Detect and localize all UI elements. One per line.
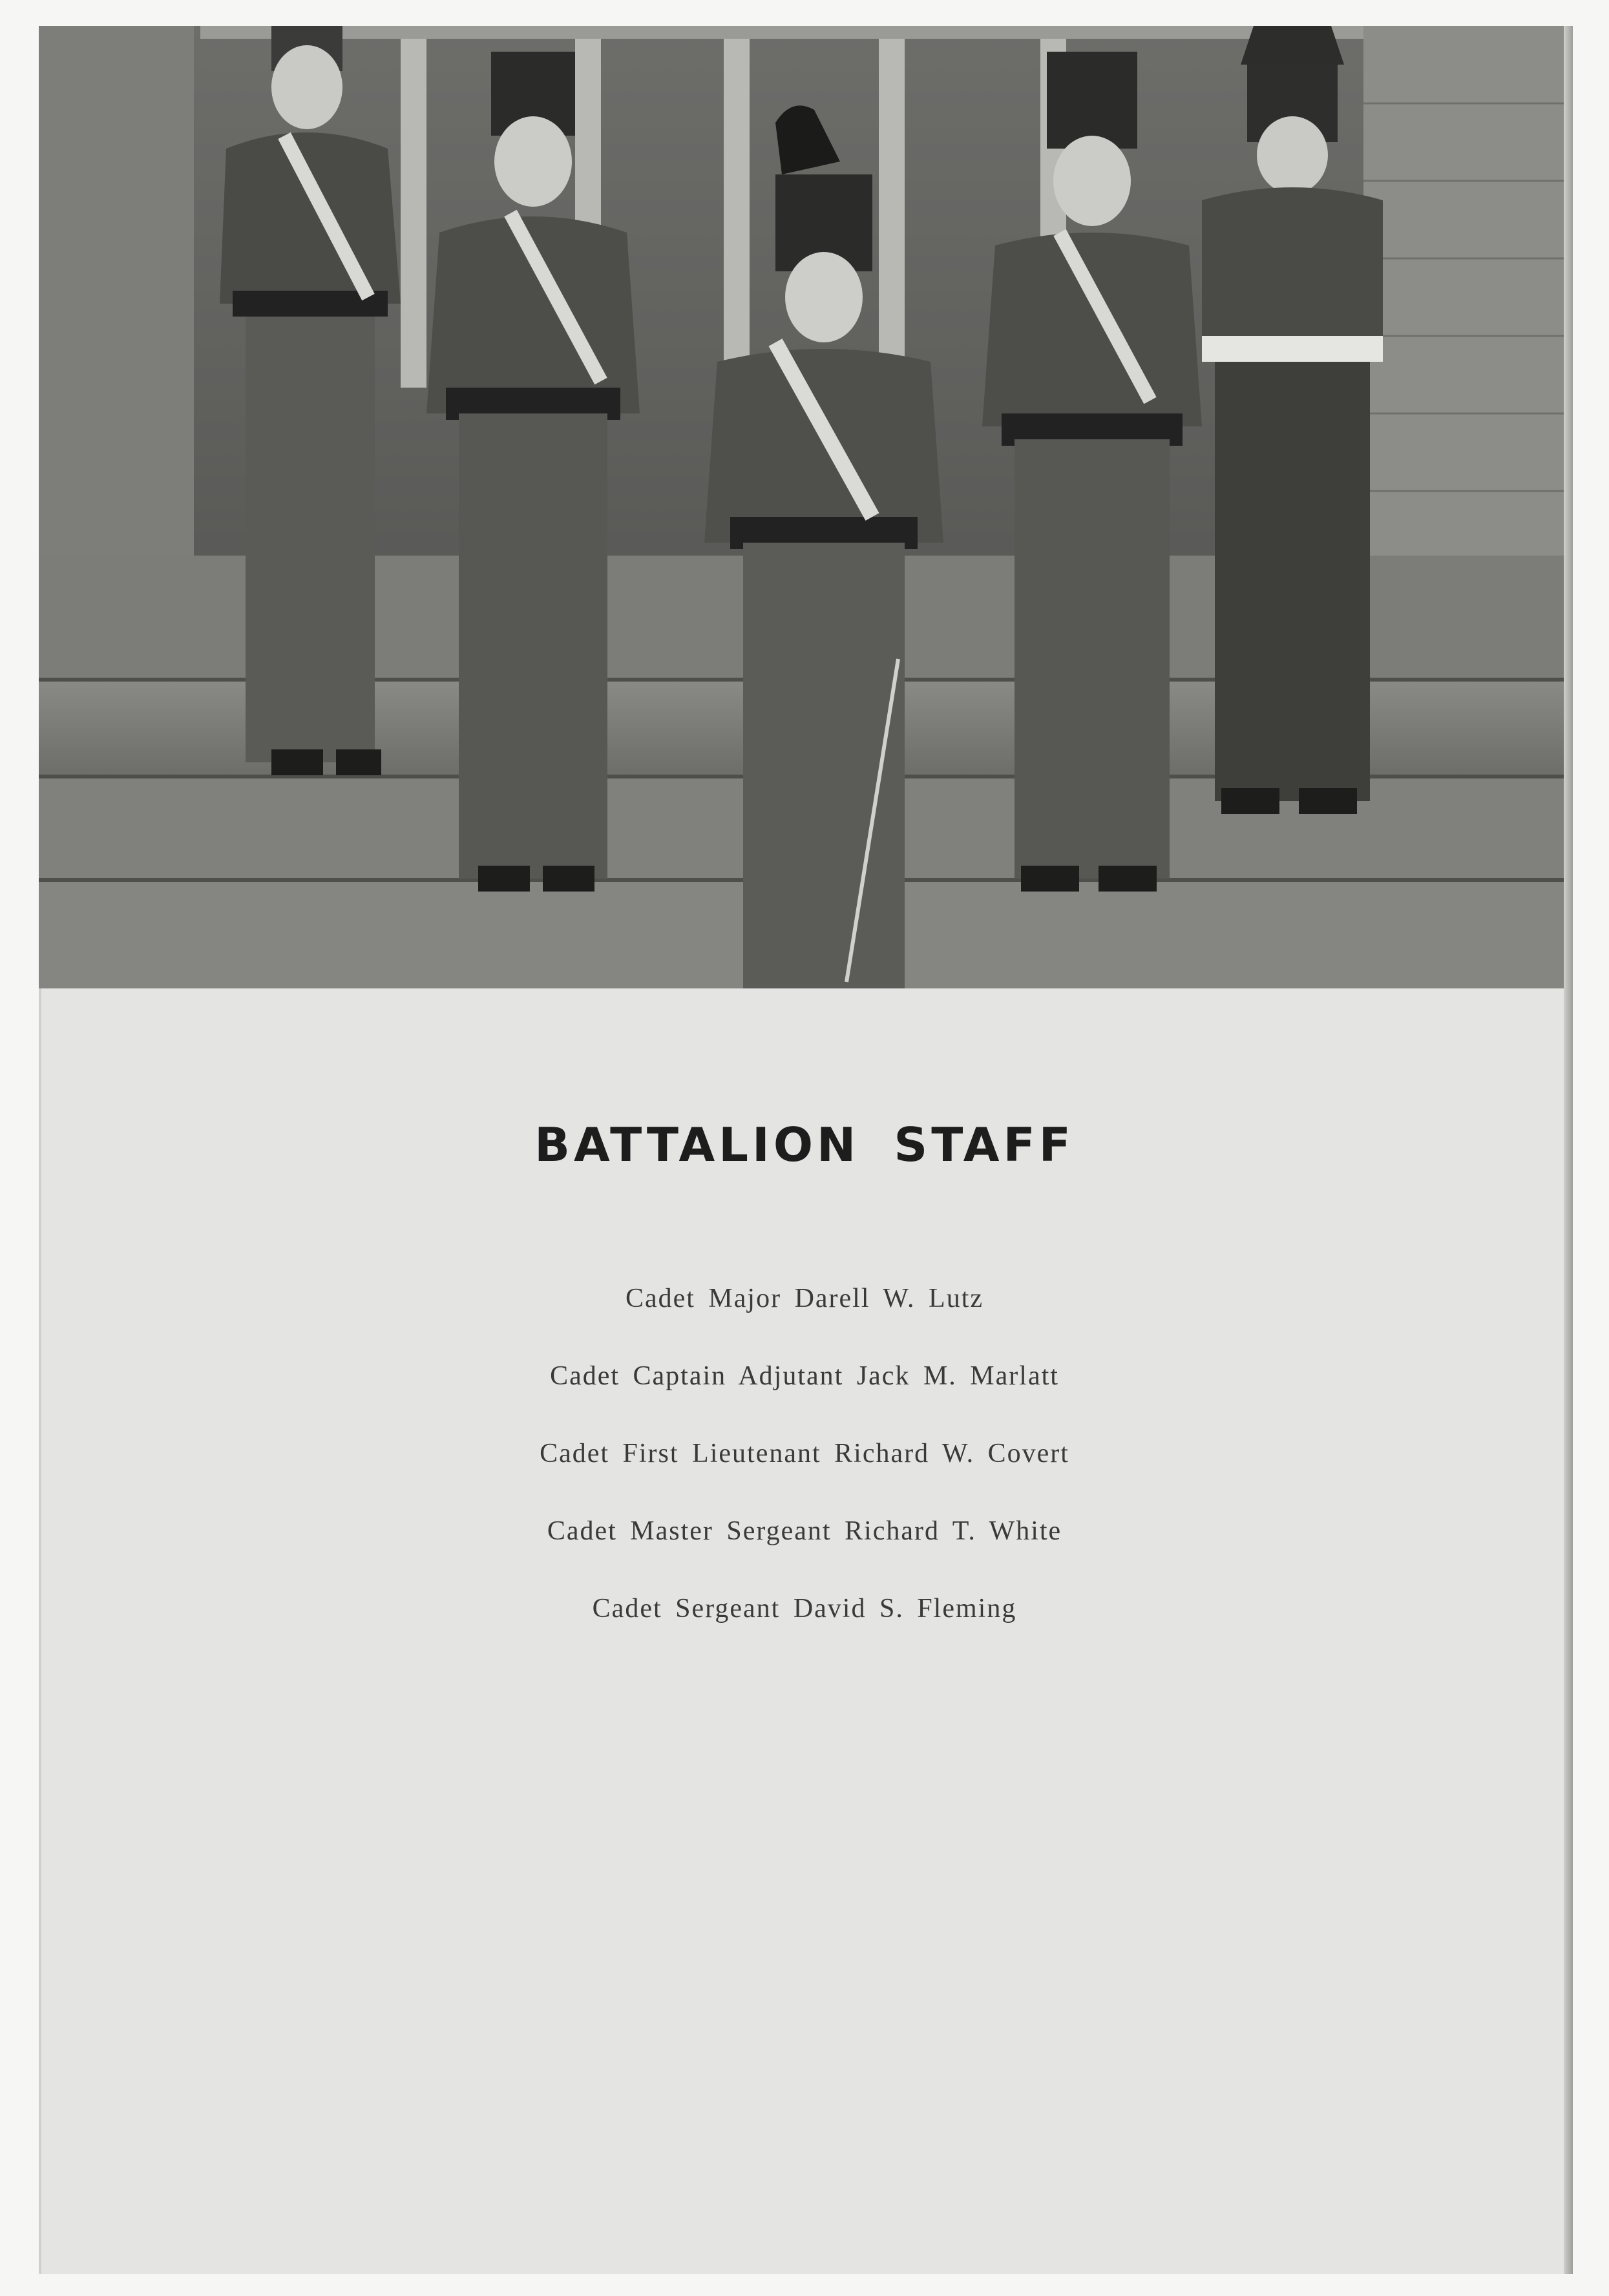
group-photo-image xyxy=(39,26,1570,988)
staff-name: Cadet Major Darell W. Lutz xyxy=(625,1284,984,1313)
group-photo xyxy=(39,26,1570,988)
page-title: BATTALION STAFF xyxy=(534,1118,1075,1172)
staff-list xyxy=(0,1260,1609,1647)
staff-name: Cadet Captain Adjutant Jack M. Marlatt xyxy=(550,1361,1059,1391)
staff-name: Cadet Master Sergeant Richard T. White xyxy=(547,1516,1062,1546)
staff-name: Cadet First Lieutenant Richard W. Covert xyxy=(540,1439,1069,1468)
staff-name: Cadet Sergeant David S. Fleming xyxy=(592,1594,1017,1623)
